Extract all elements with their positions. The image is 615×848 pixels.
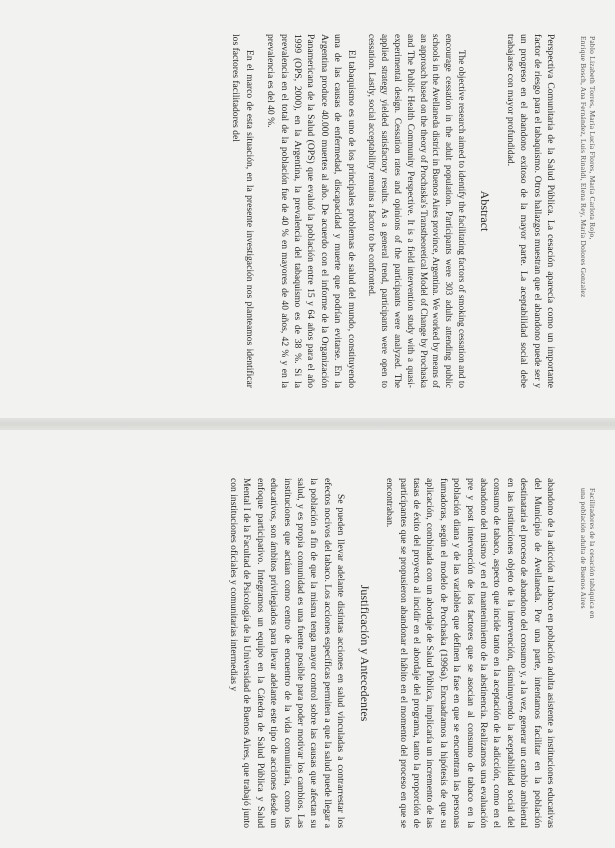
right-running-head-line-1: Facilitadores de la cesación tabáquica en	[588, 488, 597, 619]
left-running-head-line-1: Pablo Lizabeth Torres, María Lucía Flores, María Carlota Rojo,	[588, 36, 597, 240]
right-body-paragraph-2: Se pueden llevar adelante distintas acciones en salud vinculadas a contrarrestar los efectos nocivos del tabaco. Los acciones específicas permiten a que la salud puede llegar a la población a fin de que la misma tenga mayor control sobre las causas que afectan su salud, y es propia comunidad es una fuente posible para poder motivar los cambios. Las instituciones que actúan como centro de encuentro de la vida comunitaria, como los educativos, son ámbitos privilegiados para llevar adelante este tipo de acciones desde un enfoque participativo. Integramos un equipo en la Cátedra de Salud Pública y Salud Mental I de la Facultad de Psicología de la Universidad de Buenos Aires, que trabajó junto con instituciones oficiales y comunitarias intermedias y	[228, 478, 347, 828]
right-running-head-line-2: una población adulta de Buenos Aires	[579, 488, 588, 609]
right-text-column	[219, 478, 557, 828]
left-running-head-line-2: Enrique Bosch, Ana Fernández, Luis Rinaldi, Elena Rey, María Dolores Gonzalez	[579, 36, 588, 298]
left-body-paragraph-2: En el marco de esta situación, en la presente investigación nos planteamos identificar los factores facilitadores del	[230, 34, 255, 388]
section-heading: Justificación y Antecedentes	[357, 584, 372, 722]
right-body-paragraph-1: abandono de la adicción al tabaco en población adulta asistente a instituciones educativas del Municipio de Avellaneda. Por una parte, intentamos facilitar en la población destinataria el proceso de abandono del consumo y, a la vez, generar un cambio ambiental en las instituciones objeto de la intervención, disminuyendo la aceptabilidad social del consumo de tabaco, aspecto que incide tanto en la aceptación de la adicción, como en el abandono del mismo y en el mantenimiento de la abstinencia. Realizamos una evaluación pre y post intervención de los factores que se asocian al consumo de tabaco en la población diana y de las variables que definen la fase en que se encuentran las personas fumadoras, según el modelo de Prochaska (1996a). Encuadramos la hipótesis de que su aplicación, combinada con un abordaje de Salud Pública, implicaría un incremento de las tasas de éxito del proyecto al incidir en el abordaje del programa, tanto la proporción de participantes que se propusieron abandonar el hábito en el momento del proceso en que se encontraban.	[384, 478, 556, 828]
abstract-paragraph: The objective research aimed to identify the facilitating factors of smoking cessation and to encourage cessation in the adult population. Participants were 303 adults attending public schools in the Avellaneda district in Buenos Aires province, Argentina. We worked by means of an approach based on the theory of Prochaska's Transtheoretical Model of Change by Prochaska and The Public Health Community Perspective. It is a field intervention study with a quasi-experimental design. Cessation rates and opinions of the participants were analyzed. The applied strategy yielded satisfactory results. As a general trend, participants were open to cessation. Lastly, social acceptability remains a factor to be confronted.	[367, 34, 467, 388]
right-page	[0, 424, 615, 848]
right-running-head	[579, 488, 597, 808]
left-running-head	[579, 36, 597, 356]
left-body-paragraph-1: El tabaquismo es uno de los principales problemas de salud del mundo, constituyendo una de las causas de enfermedad, discapacidad y muerte que podrían evitarse. En la Argentina produce 40.000 muertes al año. De acuerdo con el informe de la Organización Panamericana de la Salud (OPS) que evaluó la población entre 15 y 64 años para el año 1999 (OPS, 2000), en la Argentina, la prevalencia del tabaquismo es de 38 %. Si la prevalencia en el total de la población fue de 40 % en mayores de 40 años, 42 % y en la prevalencia es del 40 %.	[265, 34, 357, 388]
left-intro-paragraph: Perspectiva Comunitaria de la Salud Pública. La cesación aparecía como un importante factor de riesgo para el tabaquismo. Otros hallazgos muestran que el abandono puede ser y un progreso en el abandono exitoso de la mayor parte. La aceptabilidad social debe trabajarse con mayor profundidad.	[504, 34, 556, 388]
left-text-column	[221, 34, 557, 388]
abstract-heading: Abstract	[478, 190, 493, 232]
